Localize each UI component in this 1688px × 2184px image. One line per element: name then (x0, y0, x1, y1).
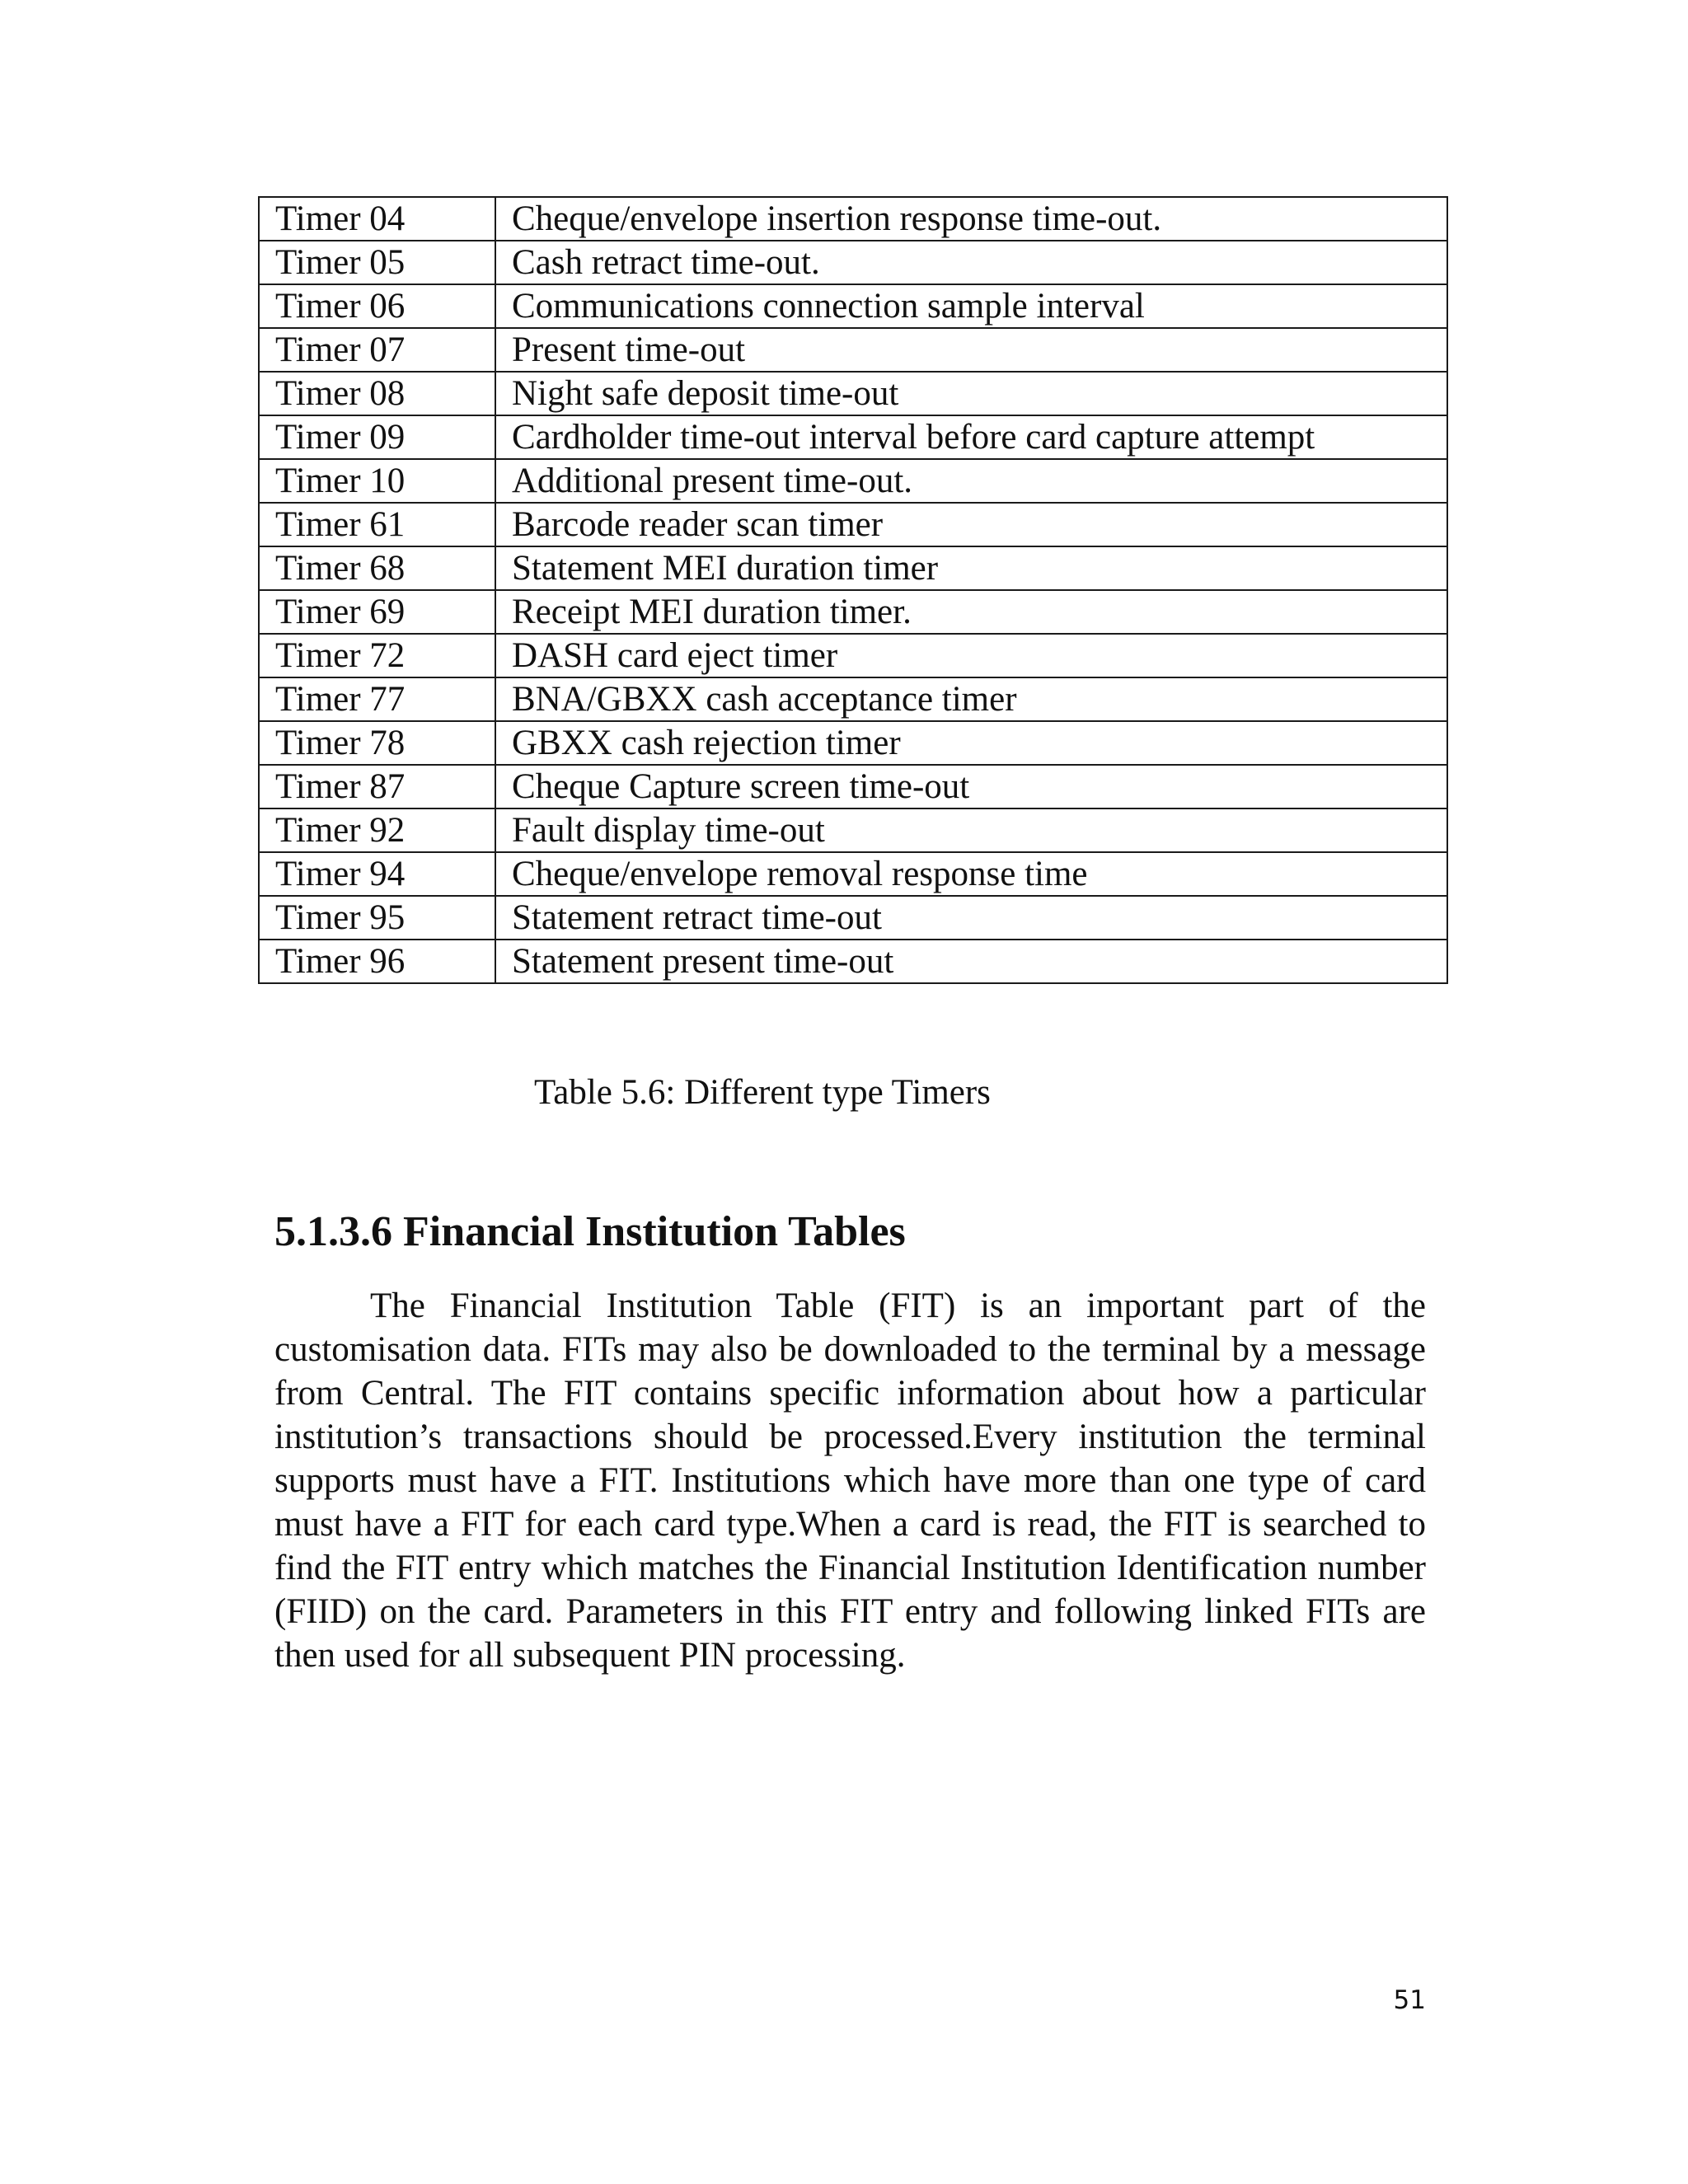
timer-id-cell: Timer 05 (259, 241, 495, 284)
table-row (259, 852, 1447, 896)
table-row (259, 328, 1447, 372)
timer-description-cell: Present time-out (495, 328, 1447, 372)
table-row (259, 634, 1447, 677)
section-heading: 5.1.3.6 Financial Institution Tables (274, 1208, 906, 1255)
timer-description-cell: Cheque/envelope removal response time (495, 852, 1447, 896)
timer-id-cell: Timer 77 (259, 677, 495, 721)
timers-table-body (259, 197, 1447, 983)
timer-id-cell: Timer 68 (259, 546, 495, 590)
timer-description-cell: Fault display time-out (495, 808, 1447, 852)
table-row (259, 284, 1447, 328)
timer-id-cell: Timer 04 (259, 197, 495, 241)
table-row (259, 241, 1447, 284)
timer-description-cell: Statement MEI duration timer (495, 546, 1447, 590)
page-number: 51 (1393, 1985, 1426, 2015)
timer-id-cell: Timer 07 (259, 328, 495, 372)
table-row (259, 415, 1447, 459)
timer-id-cell: Timer 61 (259, 503, 495, 546)
table-row (259, 677, 1447, 721)
timer-description-cell: Communications connection sample interval (495, 284, 1447, 328)
timer-description-cell: Statement retract time-out (495, 896, 1447, 940)
timer-id-cell: Timer 72 (259, 634, 495, 677)
timer-description-cell: Cardholder time-out interval before card capture attempt (495, 415, 1447, 459)
timer-description-cell: Cheque Capture screen time-out (495, 765, 1447, 808)
timer-id-cell: Timer 69 (259, 590, 495, 634)
timer-id-cell: Timer 09 (259, 415, 495, 459)
timer-description-cell: Night safe deposit time-out (495, 372, 1447, 415)
table-row (259, 503, 1447, 546)
timer-description-cell: Cheque/envelope insertion response time-out. (495, 197, 1447, 241)
timer-id-cell: Timer 96 (259, 940, 495, 983)
table-row (259, 896, 1447, 940)
timer-description-cell: Additional present time-out. (495, 459, 1447, 503)
table-row (259, 372, 1447, 415)
timer-id-cell: Timer 06 (259, 284, 495, 328)
table-row (259, 940, 1447, 983)
timer-id-cell: Timer 87 (259, 765, 495, 808)
timer-id-cell: Timer 78 (259, 721, 495, 765)
table-row (259, 197, 1447, 241)
timer-description-cell: Statement present time-out (495, 940, 1447, 983)
timer-description-cell: DASH card eject timer (495, 634, 1447, 677)
section-paragraph: The Financial Institution Table (FIT) is an important part of the customisation data. FITs may also be downloaded to the terminal by a message from Central. The FIT contains specific information about how a particular institution’s transactions should be processed.Every institution the terminal supports must have a FIT. Institutions which have more than one type of card must have a FIT for each card type.When a card is read, the FIT is searched to find the FIT entry which matches the Financial Institution Identification number (FIID) on the card. Parameters in this FIT entry and following linked FITs are then used for all subsequent PIN processing. (274, 1286, 1426, 1675)
timer-id-cell: Timer 10 (259, 459, 495, 503)
timer-description-cell: Receipt MEI duration timer. (495, 590, 1447, 634)
timer-id-cell: Timer 94 (259, 852, 495, 896)
timer-id-cell: Timer 92 (259, 808, 495, 852)
table-row (259, 808, 1447, 852)
table-caption: Table 5.6: Different type Timers (534, 1073, 991, 1112)
timer-description-cell: Cash retract time-out. (495, 241, 1447, 284)
timer-id-cell: Timer 08 (259, 372, 495, 415)
timer-description-cell: Barcode reader scan timer (495, 503, 1447, 546)
table-row (259, 459, 1447, 503)
timers-table (258, 196, 1448, 984)
table-row (259, 721, 1447, 765)
timer-id-cell: Timer 95 (259, 896, 495, 940)
timer-description-cell: BNA/GBXX cash acceptance timer (495, 677, 1447, 721)
table-row (259, 590, 1447, 634)
table-row (259, 546, 1447, 590)
table-row (259, 765, 1447, 808)
timer-description-cell: GBXX cash rejection timer (495, 721, 1447, 765)
